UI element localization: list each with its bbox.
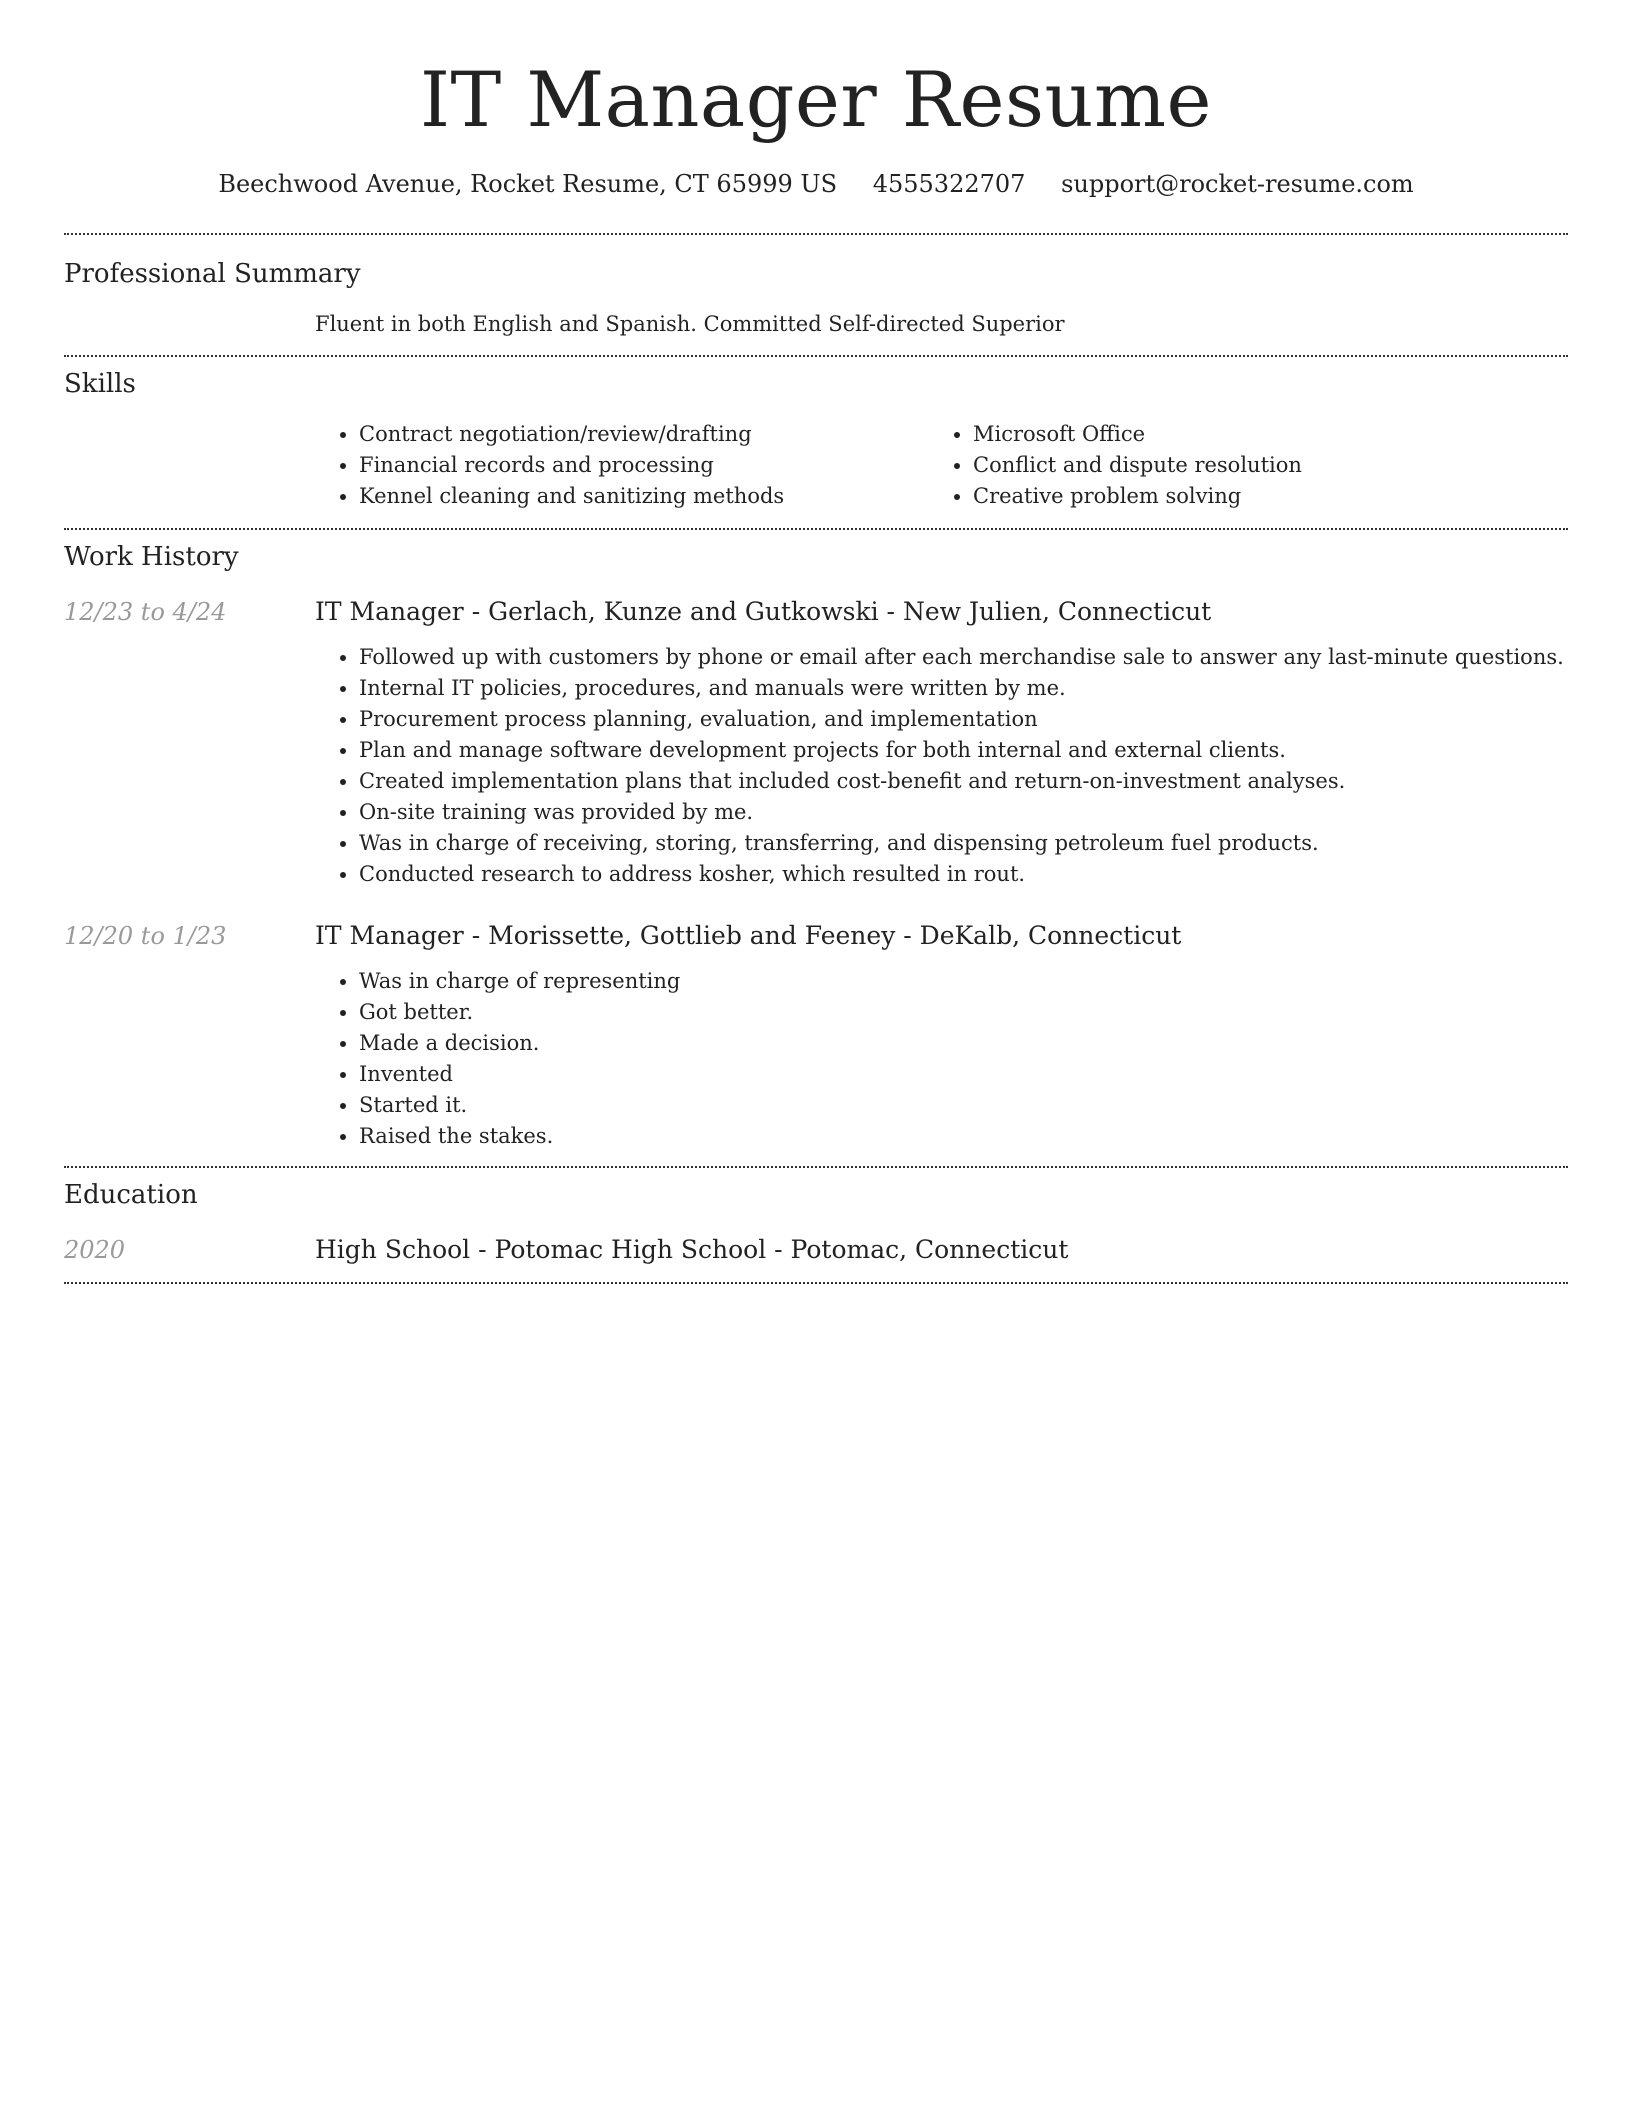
education-title [315, 1234, 1568, 1266]
skill-item: • Contract negotiation/review/drafting [359, 419, 929, 450]
job-bullets [315, 966, 1568, 1152]
summary-text: Fluent in both English and Spanish. Committed Self-directed Superior [315, 312, 1065, 336]
job-bullet: • Was in charge of representing [359, 966, 1568, 997]
skill-item: • Microsoft Office [973, 419, 1543, 450]
job-dates: 12/20 to 1/23 [64, 922, 227, 950]
contact-address: Beechwood Avenue, Rocket Resume, CT 65999 US [218, 170, 838, 198]
job-bullet: • Internal IT policies, procedures, and manuals were written by me. [359, 673, 1568, 704]
job-bullet: • On-site training was provided by me. [359, 797, 1568, 828]
job-bullets [315, 642, 1568, 890]
skill-item: • Creative problem solving [973, 481, 1543, 512]
summary-section [64, 235, 1568, 355]
job-bullet: • Created implementation plans that included cost-benefit and return-on-investment analyses. [359, 766, 1568, 797]
job-entry [64, 920, 1568, 1152]
job-bullet: • Raised the stakes. [359, 1121, 1568, 1152]
section-heading-work: Work History [64, 542, 239, 572]
section-heading-education: Education [64, 1180, 198, 1210]
job-bullet: • Procurement process planning, evaluation, and implementation [359, 704, 1568, 735]
job-bullet: • Invented [359, 1059, 1568, 1090]
skills-section [64, 357, 1568, 528]
skills-list [315, 419, 1568, 512]
work-history-section [64, 530, 1568, 1166]
job-bullet: • Was in charge of receiving, storing, transferring, and dispensing petroleum fuel products. [359, 828, 1568, 859]
education-entry [64, 1234, 1568, 1266]
education-school: - Potomac High School - Potomac, Connecticut [470, 1235, 1069, 1264]
section-heading-skills: Skills [64, 369, 136, 399]
education-section [64, 1168, 1568, 1282]
job-title: IT Manager - Morissette, Gottlieb and Feeney - DeKalb, Connecticut [315, 921, 1182, 950]
job-bullet: • Made a decision. [359, 1028, 1568, 1059]
job-bullet: • Plan and manage software development projects for both internal and external clients. [359, 735, 1568, 766]
skill-item: • Kennel cleaning and sanitizing methods [359, 481, 929, 512]
education-degree: High School [315, 1235, 471, 1264]
resume-title: IT Manager Resume [419, 55, 1213, 144]
skill-item: • Financial records and processing [359, 450, 929, 481]
divider [64, 1282, 1568, 1284]
contact-info [64, 168, 1568, 200]
resume-page [64, 0, 1568, 1284]
skills-column-left [315, 419, 929, 512]
skill-item: • Conflict and dispute resolution [973, 450, 1543, 481]
job-entry [64, 596, 1568, 890]
job-bullet: • Got better. [359, 997, 1568, 1028]
education-year: 2020 [64, 1236, 126, 1264]
section-heading-summary: Professional Summary [64, 259, 361, 289]
job-bullet: • Followed up with customers by phone or email after each merchandise sale to answer any last-minute questions. [359, 642, 1568, 673]
contact-phone: 4555322707 [872, 170, 1026, 198]
job-bullet: • Started it. [359, 1090, 1568, 1121]
skills-column-right [929, 419, 1543, 512]
job-bullet: • Conducted research to address kosher, which resulted in rout. [359, 859, 1568, 890]
job-dates: 12/23 to 4/24 [64, 598, 227, 626]
job-title: IT Manager - Gerlach, Kunze and Gutkowski - New Julien, Connecticut [315, 597, 1212, 626]
contact-email: support@rocket-resume.com [1061, 170, 1414, 198]
